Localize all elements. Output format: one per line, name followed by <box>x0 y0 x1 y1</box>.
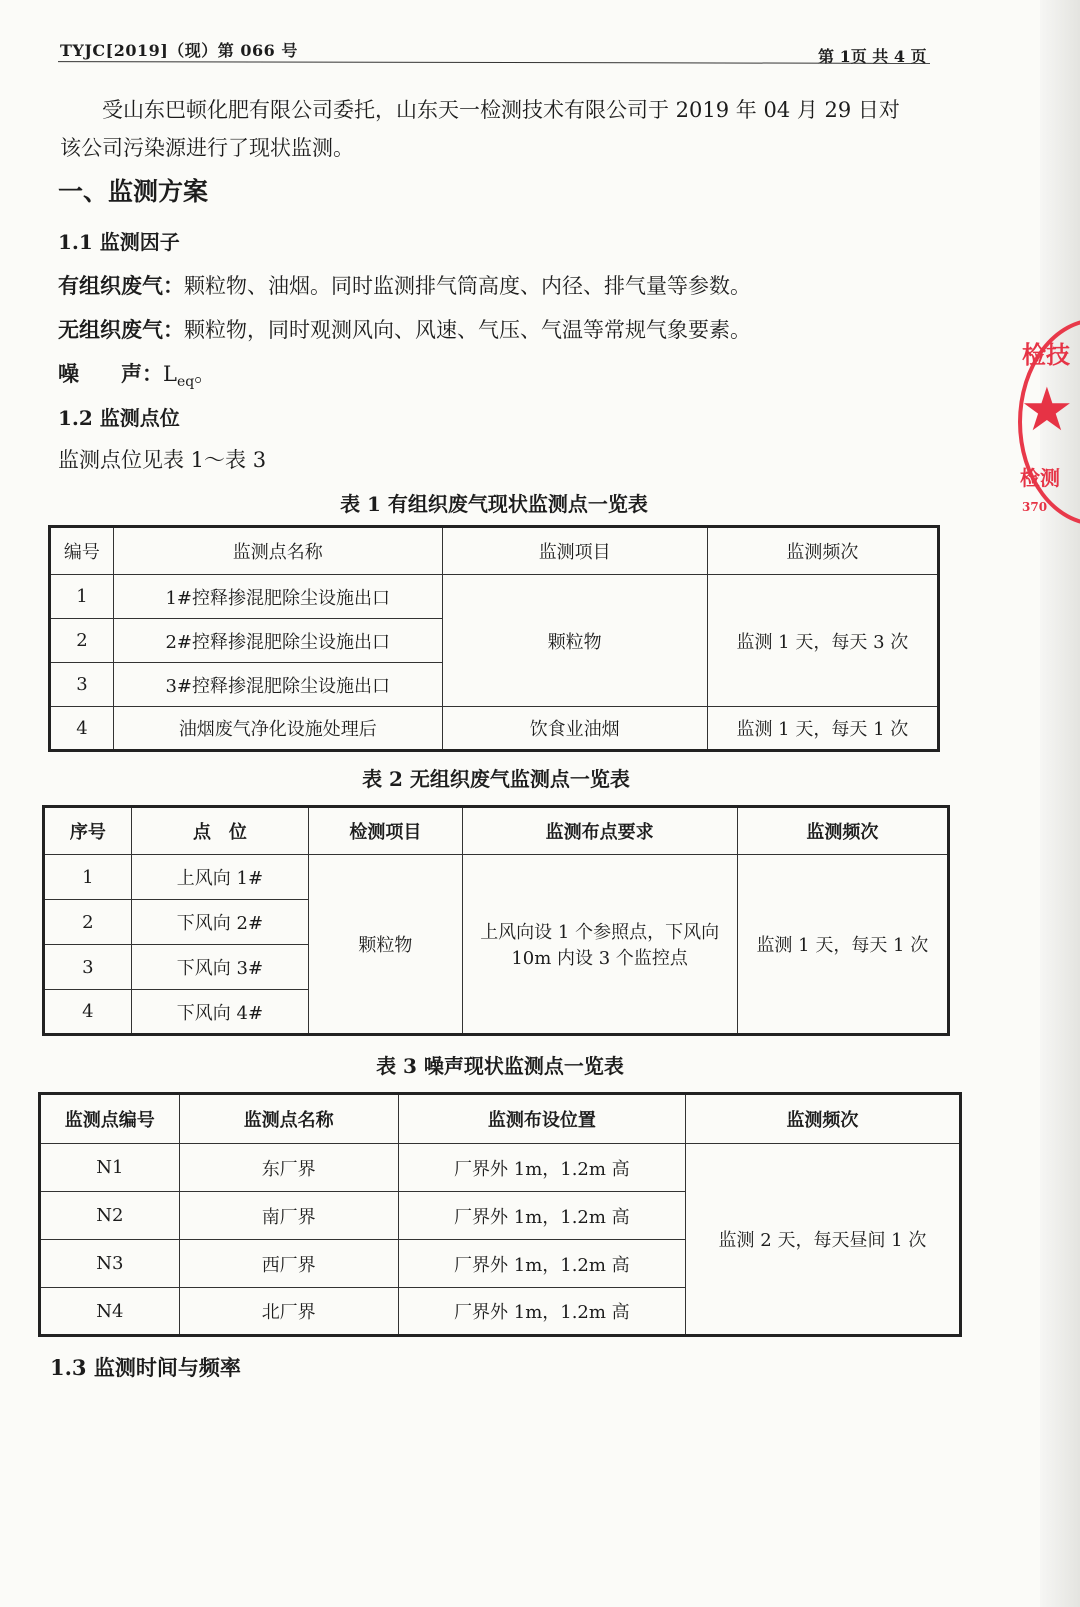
table2-point: 下风向 4# <box>131 990 308 1035</box>
table1-no: 3 <box>50 663 114 707</box>
table3-name: 北厂界 <box>179 1288 398 1336</box>
table1-caption: 表 1 有组织废气现状监测点一览表 <box>340 492 648 516</box>
table1-no: 2 <box>50 619 114 663</box>
table3-no: N3 <box>40 1240 180 1288</box>
table2-point: 下风向 3# <box>131 945 308 990</box>
table2-header-cell: 点 位 <box>131 807 308 855</box>
table3-no: N1 <box>40 1144 180 1192</box>
table1-no: 4 <box>50 707 114 751</box>
table2-merged-req <box>462 855 737 1035</box>
unorganized-label: 无组织废气： <box>58 317 184 342</box>
table2-merged-freq: 监测 1 天，每天 1 次 <box>737 855 948 1035</box>
table3-merged-freq: 监测 2 天，每天昼间 1 次 <box>685 1144 960 1336</box>
table1-item: 饮食业油烟 <box>442 707 707 751</box>
table2-merged-item: 颗粒物 <box>309 855 462 1035</box>
table-row <box>50 575 939 619</box>
organized-text: 颗粒物、油烟。同时监测排气筒高度、内径、排气量等参数。 <box>184 274 751 298</box>
star-icon: ★ <box>1020 375 1074 445</box>
table3-pos: 厂界外 1m，1.2m 高 <box>398 1144 685 1192</box>
table1-name: 2#控释掺混肥除尘设施出口 <box>113 619 442 663</box>
doc-number: TYJC[2019]（现）第 066 号 <box>60 41 298 60</box>
table2-no: 1 <box>44 855 132 900</box>
table1-freq: 监测 1 天，每天 1 次 <box>707 707 938 751</box>
table1 <box>48 525 940 752</box>
organized-line <box>58 270 751 300</box>
table1-header-cell: 监测频次 <box>707 527 938 575</box>
table1-name: 油烟废气净化设施处理后 <box>113 707 442 751</box>
noise-label: 噪 声： <box>58 361 163 386</box>
unorganized-line <box>58 314 751 344</box>
table1-no: 1 <box>50 575 114 619</box>
table1-merged-item: 颗粒物 <box>442 575 707 707</box>
table1-name: 3#控释掺混肥除尘设施出口 <box>113 663 442 707</box>
points-text: 监测点位见表 1～表 3 <box>58 448 267 472</box>
table2-caption: 表 2 无组织废气监测点一览表 <box>362 767 630 791</box>
table3-header-cell: 监测点编号 <box>40 1094 180 1144</box>
table3-name: 南厂界 <box>179 1192 398 1240</box>
table3-name: 东厂界 <box>179 1144 398 1192</box>
table2-header-cell: 检测项目 <box>309 807 462 855</box>
table2-point: 上风向 1# <box>131 855 308 900</box>
table1-header-cell: 监测点名称 <box>113 527 442 575</box>
table3-no: N2 <box>40 1192 180 1240</box>
table-row <box>40 1144 961 1192</box>
section-title: 一、监测方案 <box>58 177 209 206</box>
table3-caption: 表 3 噪声现状监测点一览表 <box>376 1054 624 1078</box>
table2-req-line-2: 10m 内设 3 个监控点 <box>511 948 688 969</box>
intro-line-2: 该公司污染源进行了现状监测。 <box>60 136 354 160</box>
stamp-text-top: 检技 <box>1022 340 1070 369</box>
table3-pos: 厂界外 1m，1.2m 高 <box>398 1240 685 1288</box>
table-row <box>44 855 949 900</box>
stamp-text-code: 370 <box>1022 500 1048 514</box>
intro-line-1: 受山东巴顿化肥有限公司委托，山东天一检测技术有限公司于 2019 年 04 月 29 日对 <box>102 98 900 122</box>
noise-sub: eq <box>176 374 195 391</box>
table2-no: 3 <box>44 945 132 990</box>
table3-header-cell: 监测布设位置 <box>398 1094 685 1144</box>
table3-header-cell: 监测频次 <box>685 1094 960 1144</box>
page-info: 第 1页 共 4 页 <box>818 47 927 66</box>
organized-label: 有组织废气： <box>58 273 184 298</box>
table2-header-cell: 监测布点要求 <box>462 807 737 855</box>
table3-header-cell: 监测点名称 <box>179 1094 398 1144</box>
table2 <box>42 805 950 1036</box>
table1-name: 1#控释掺混肥除尘设施出口 <box>113 575 442 619</box>
subsection-1-2: 1.2 监测点位 <box>58 406 180 430</box>
table3-no: N4 <box>40 1288 180 1336</box>
stamp-text-mid: 检测 <box>1020 466 1060 490</box>
noise-end: 。 <box>194 362 216 386</box>
table2-no: 4 <box>44 990 132 1035</box>
table2-req-line-1: 上风向设 1 个参照点，下风向 <box>480 922 720 943</box>
table2-no: 2 <box>44 900 132 945</box>
table1-header-cell: 编号 <box>50 527 114 575</box>
table3-pos: 厂界外 1m，1.2m 高 <box>398 1192 685 1240</box>
table3 <box>38 1092 962 1337</box>
table2-header-cell: 序号 <box>44 807 132 855</box>
subsection-1-1: 1.1 监测因子 <box>58 230 180 254</box>
page-edge-shadow <box>1040 0 1080 1607</box>
subsection-1-3: 1.3 监测时间与频率 <box>50 1355 241 1380</box>
table2-point: 下风向 2# <box>131 900 308 945</box>
noise-main: L <box>163 362 177 386</box>
unorganized-text: 颗粒物，同时观测风向、风速、气压、气温等常规气象要素。 <box>184 318 751 342</box>
table3-pos: 厂界外 1m，1.2m 高 <box>398 1288 685 1336</box>
table3-name: 西厂界 <box>179 1240 398 1288</box>
table-row <box>50 707 939 751</box>
table1-header-cell: 监测项目 <box>442 527 707 575</box>
noise-line <box>58 358 215 390</box>
table2-header-cell: 监测频次 <box>737 807 948 855</box>
table1-merged-freq: 监测 1 天，每天 3 次 <box>707 575 938 707</box>
